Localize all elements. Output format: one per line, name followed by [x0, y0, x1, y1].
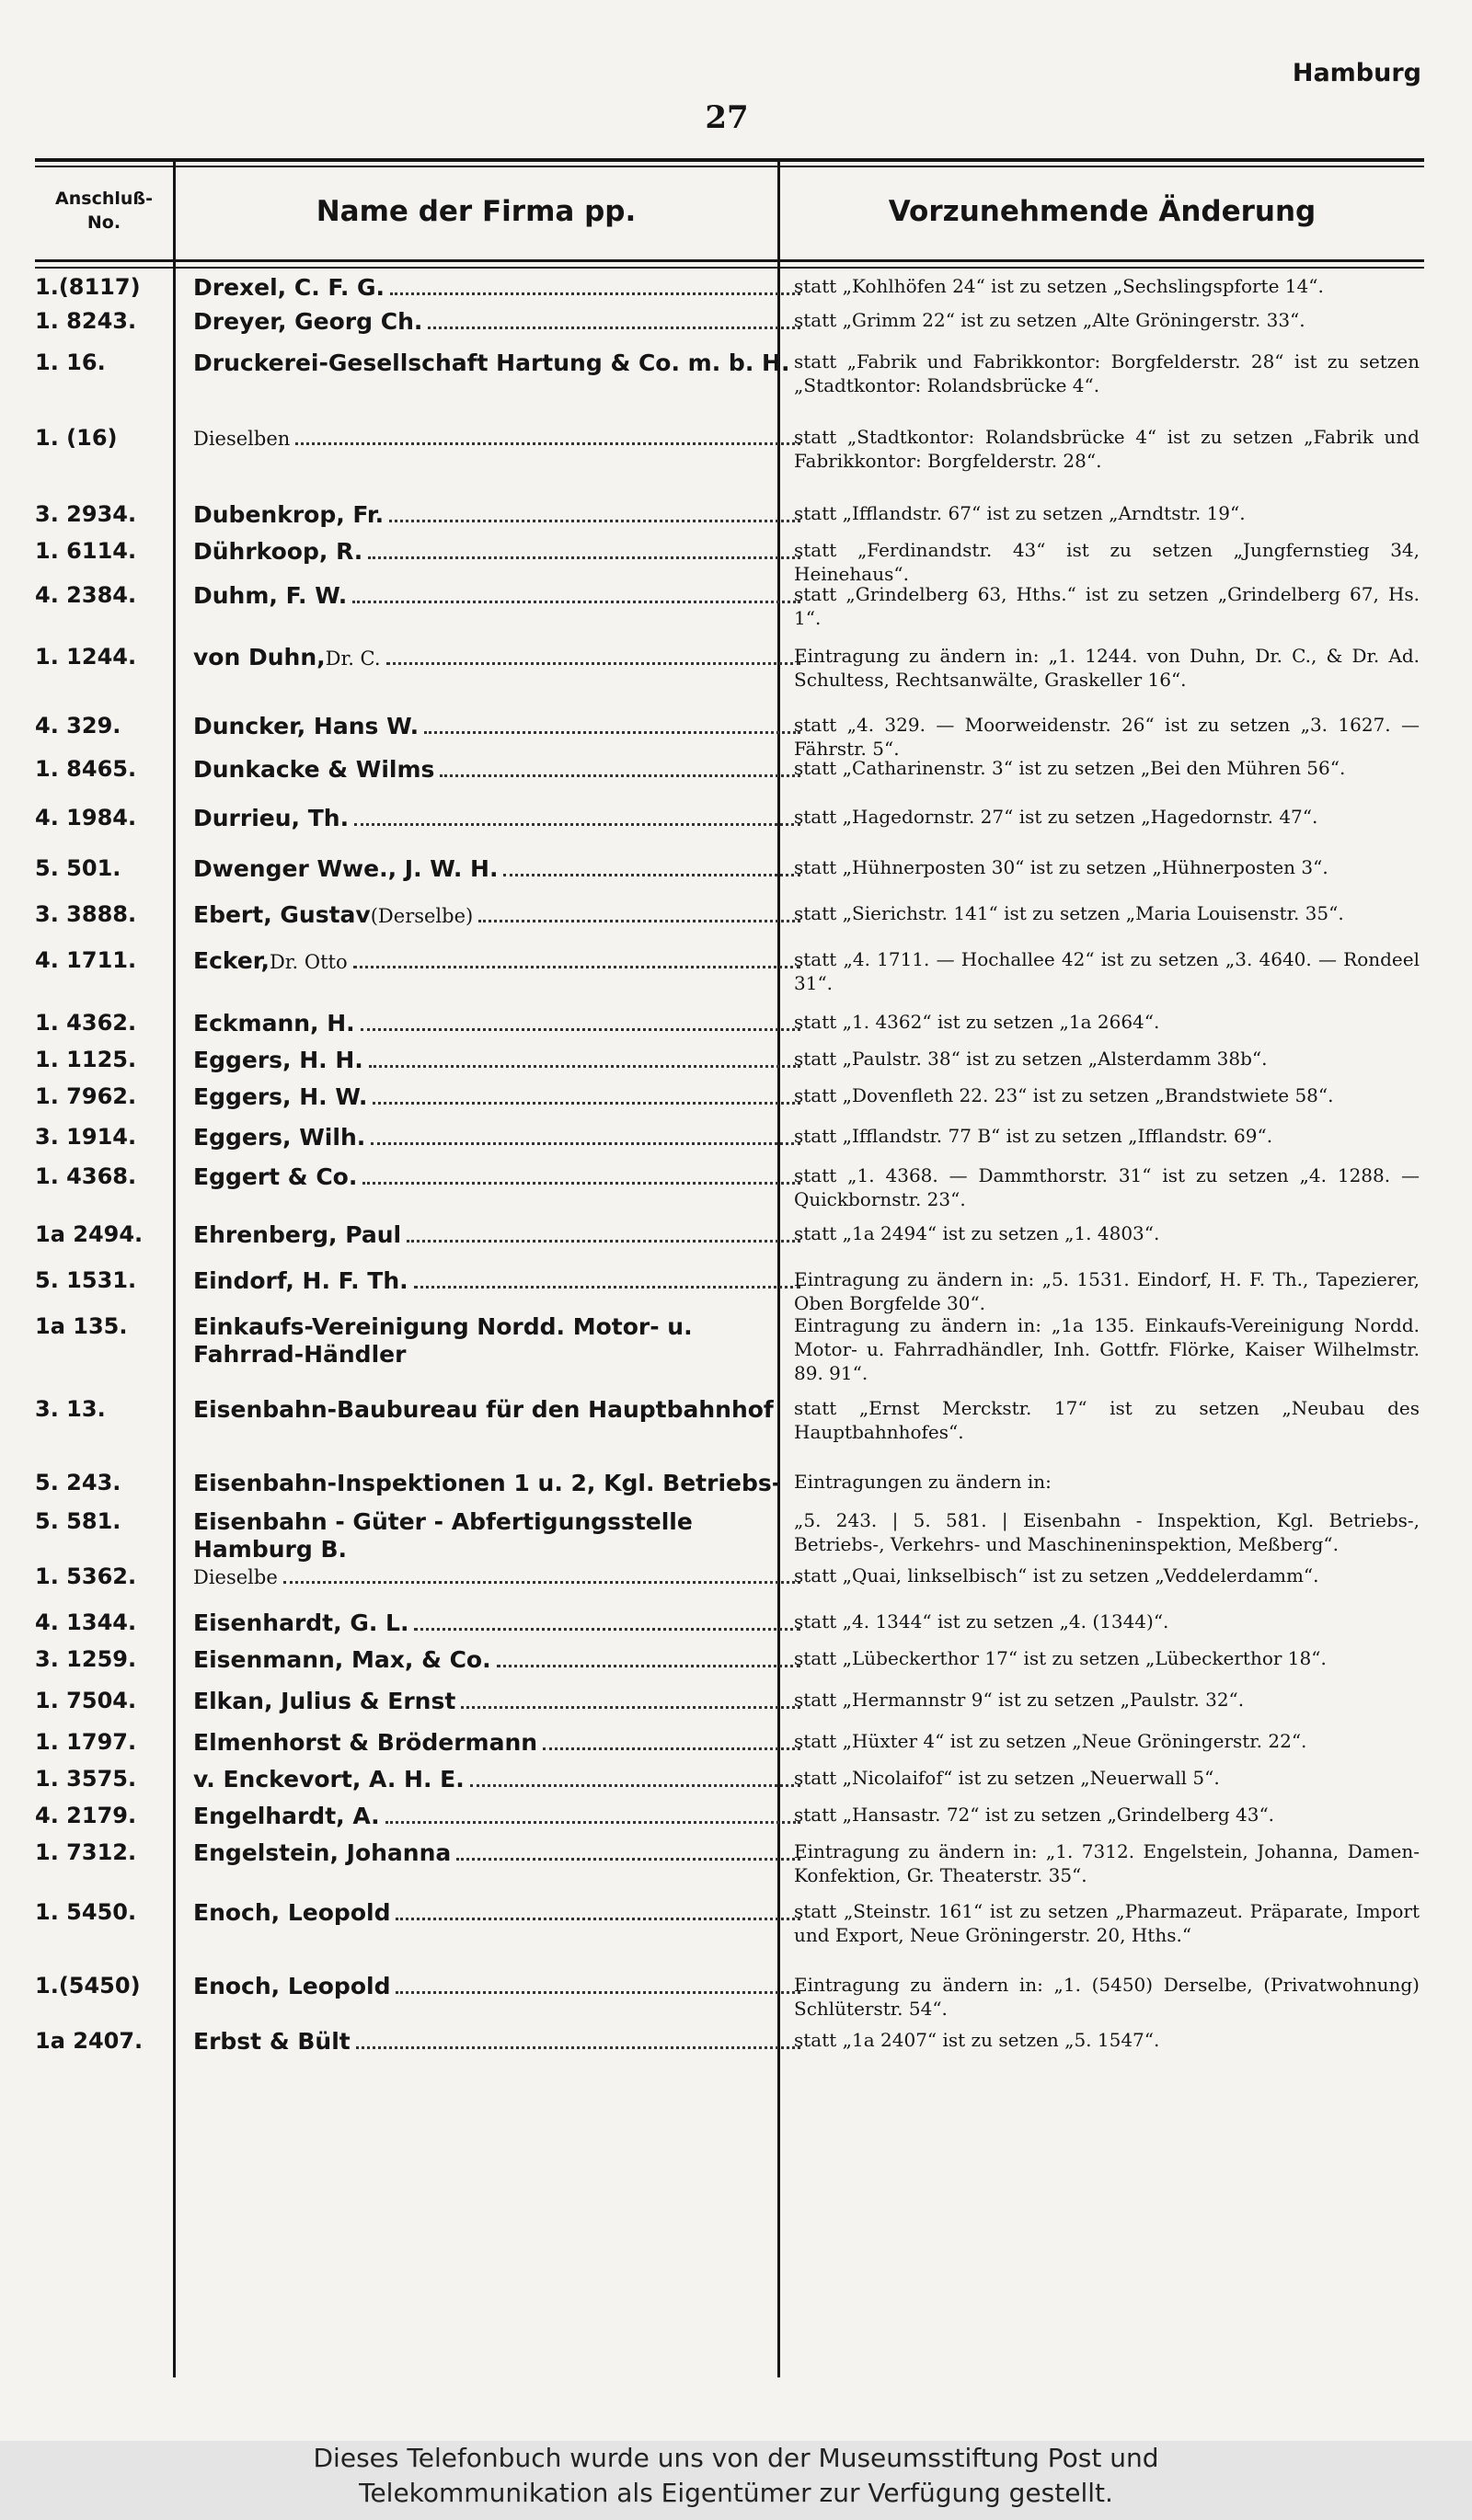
firm-name: von Duhn, [193, 644, 326, 670]
firm-name: v. Enckevort, A. H. E. [193, 1766, 465, 1793]
firm-name-cell [193, 1766, 800, 1793]
connection-number: 1. 8243. [35, 308, 137, 334]
change-text: statt „Steinstr. 161“ ist zu setzen „Pharmazeut. Präparate, Import und Export, Neue Gröningerstr. 20, Hths.“ [794, 1900, 1420, 1946]
change-text: statt „4. 329. — Moorweidenstr. 26“ ist zu setzen „3. 1627. — Fährstr. 5“. [794, 714, 1420, 760]
firm-name-cell [193, 538, 800, 566]
firm-name-cell [193, 1163, 800, 1191]
connection-number: 1. 7504. [35, 1688, 137, 1713]
firm-name-cell [193, 855, 800, 883]
connection-number: 4. 1344. [35, 1609, 137, 1635]
firm-name: Erbst & Bült [193, 2028, 351, 2055]
connection-number: 4. 1984. [35, 805, 137, 830]
header-rule-thin [35, 267, 1424, 269]
firm-name-cell [193, 274, 800, 302]
firm-name-cell [193, 1839, 800, 1867]
firm-name: Duhm, F. W. [193, 582, 348, 609]
leader-dots [470, 1784, 800, 1787]
change-text: statt „1. 4368. — Dammthorstr. 31“ ist zu setzen „4. 1288. — Quickbornstr. 23“. [794, 1164, 1420, 1210]
firm-name-cell [193, 2028, 800, 2056]
connection-number: 1. (16) [35, 425, 118, 451]
firm-name: Eggers, H. W. [193, 1083, 368, 1110]
firm-name: Elkan, Julius & Ernst [193, 1688, 456, 1714]
connection-number: 1. 4368. [35, 1163, 137, 1189]
connection-number: 4. 1711. [35, 947, 137, 973]
leader-dots [497, 1665, 800, 1667]
firm-name: Elmenhorst & Brödermann [193, 1729, 538, 1756]
leader-dots [478, 920, 800, 922]
connection-number: 1. 7962. [35, 1083, 137, 1109]
firm-name-cell [193, 713, 800, 740]
column-header-name: Name der Firma pp. [316, 195, 637, 228]
change-text: statt „Hermannstr 9“ ist zu setzen „Paulstr. 32“. [794, 1689, 1245, 1711]
connection-number: 1. 3575. [35, 1766, 137, 1792]
change-text: statt „Ferdinandstr. 43“ ist zu setzen „Jungfernstieg 34, Heinehaus“. [794, 539, 1420, 585]
leader-dots [414, 1628, 800, 1631]
leader-dots [424, 731, 800, 734]
firm-name-cell [193, 349, 800, 378]
leader-dots [385, 1821, 800, 1824]
firm-name: Eggers, Wilh. [193, 1124, 366, 1151]
leader-dots [362, 1182, 800, 1185]
firm-name-cell [193, 1267, 800, 1295]
change-text: statt „Hagedornstr. 27“ ist zu setzen „Hagedornstr. 47“. [794, 806, 1318, 828]
firm-name: Eckmann, H. [193, 1010, 355, 1037]
connection-number: 1. 7312. [35, 1839, 137, 1865]
connection-number: 3. 1914. [35, 1124, 137, 1150]
column-header-change: Vorzunehmende Änderung [888, 195, 1317, 228]
column-header-number-text: Anschluß- No. [55, 189, 153, 233]
change-text: statt „Dovenfleth 22. 23“ ist zu setzen „Brandstwiete 58“. [794, 1084, 1334, 1106]
change-text: statt „Paulstr. 38“ ist zu setzen „Alsterdamm 38b“. [794, 1048, 1268, 1070]
connection-number: 1. 1125. [35, 1047, 137, 1072]
leader-dots [396, 1918, 800, 1920]
firm-name: Eisenbahn - Güter - Abfertigungsstelle Hamburg B. [193, 1508, 693, 1563]
firm-name: Ebert, Gustav [193, 901, 371, 928]
firm-name-cell [193, 1010, 800, 1037]
firm-name-cell [193, 1688, 800, 1715]
change-text: statt „Hansastr. 72“ ist zu setzen „Grindelberg 43“. [794, 1804, 1275, 1826]
firm-name-cell [193, 1313, 800, 1369]
connection-number: 1. 8465. [35, 756, 137, 782]
firm-name: Dwenger Wwe., J. W. H. [193, 855, 499, 882]
firm-name: Druckerei-Gesellschaft Hartung & Co. m. b. H. [193, 349, 790, 376]
firm-name-suffix: (Derselbe) [370, 905, 474, 927]
firm-name-cell [193, 756, 800, 784]
leader-dots [361, 1028, 800, 1031]
change-text: statt „4. 1711. — Hochallee 42“ ist zu setzen „3. 4640. — Rondeel 31“. [794, 948, 1420, 994]
firm-name: Eisenbahn-Baubureau für den Hauptbahnhof [193, 1396, 774, 1423]
connection-number: 3. 3888. [35, 901, 137, 927]
footer-line-1: Dieses Telefonbuch wurde uns von der Museumsstiftung Post und [313, 2443, 1159, 2473]
footer [0, 2441, 1472, 2520]
change-text: „5. 243. | 5. 581. | Eisenbahn - Inspektion, Kgl. Betriebs-, Betriebs-, Verkehrs- und Maschineninspektion, Meßberg“. [794, 1509, 1420, 1555]
connection-number: 3. 2934. [35, 501, 137, 527]
firm-name: Eggers, H. H. [193, 1047, 363, 1073]
firm-name-suffix: Dr. C. [325, 647, 381, 670]
connection-number: 1. 4362. [35, 1010, 137, 1036]
connection-number: 5. 243. [35, 1470, 121, 1495]
change-text: statt „Lübeckerthor 17“ ist zu setzen „Lübeckerthor 18“. [794, 1647, 1327, 1669]
connection-number: 3. 1259. [35, 1646, 137, 1672]
change-text: statt „Grindelberg 63, Hths.“ ist zu setzen „Grindelberg 67, Hs. 1“. [794, 583, 1420, 629]
firm-name-cell [193, 1221, 800, 1249]
connection-number: 4. 2384. [35, 582, 137, 608]
firm-name-cell [193, 644, 800, 672]
leader-dots [371, 1142, 800, 1145]
firm-name-cell [193, 1047, 800, 1074]
firm-name: Enoch, Leopold [193, 1899, 391, 1926]
firm-name: Ecker, [193, 947, 270, 974]
column-divider-1 [173, 161, 176, 2377]
change-text: statt „Kohlhöfen 24“ ist zu setzen „Sechslingspforte 14“. [794, 275, 1324, 297]
page-number: 27 [705, 99, 749, 136]
connection-number: 5. 581. [35, 1508, 121, 1534]
change-text: statt „Nicolaifof“ ist zu setzen „Neuerwall 5“. [794, 1767, 1220, 1789]
change-text: statt „Hühnerposten 30“ ist zu setzen „Hühnerposten 3“. [794, 856, 1328, 878]
firm-name-cell [193, 1899, 800, 1927]
leader-dots [389, 520, 800, 522]
leader-dots [369, 1065, 800, 1068]
footer-line-2: Telekommunikation als Eigentümer zur Verfügung gestellt. [359, 2478, 1113, 2508]
leader-dots [440, 774, 800, 777]
change-text: Eintragung zu ändern in: „1. (5450) Derselbe, (Privatwohnung) Schlüterstr. 54“. [794, 1974, 1420, 2020]
connection-number: 1. 6114. [35, 538, 137, 564]
leader-dots [352, 601, 800, 603]
connection-number: 1. 5362. [35, 1564, 137, 1589]
connection-number: 1a 2407. [35, 2028, 144, 2054]
connection-number: 1a 2494. [35, 1221, 144, 1247]
firm-name-cell [193, 1609, 800, 1637]
firm-name-suffix: Dieselben [193, 428, 291, 450]
firm-name: Dubenkrop, Fr. [193, 501, 385, 528]
firm-name-cell [193, 947, 800, 976]
leader-dots [283, 1581, 800, 1584]
change-text: Eintragungen zu ändern in: [794, 1471, 1052, 1493]
connection-number: 4. 329. [35, 713, 121, 739]
connection-number: 5. 1531. [35, 1267, 137, 1293]
leader-dots [503, 874, 800, 876]
firm-name-cell [193, 1973, 800, 2000]
leader-dots [543, 1747, 800, 1750]
firm-name-cell [193, 1508, 800, 1564]
connection-number: 1.(8117) [35, 274, 141, 300]
leader-dots [356, 2046, 800, 2049]
firm-name: Eindorf, H. F. Th. [193, 1267, 408, 1294]
firm-name: Eisenbahn-Inspektionen 1 u. 2, Kgl. Betriebs- [193, 1470, 782, 1496]
change-text: statt „Ifflandstr. 67“ ist zu setzen „Arndtstr. 19“. [794, 502, 1246, 524]
leader-dots [407, 1240, 800, 1243]
change-text: Eintragung zu ändern in: „1. 7312. Engelstein, Johanna, Damen-Konfektion, Gr. Theaterstr. 35“. [794, 1840, 1420, 1886]
change-text: statt „Ernst Merckstr. 17“ ist zu setzen „Neubau des Hauptbahnhofes“. [794, 1397, 1420, 1443]
leader-dots [354, 823, 800, 826]
leader-dots [368, 556, 800, 559]
firm-name-cell [193, 1083, 800, 1111]
firm-name: Enoch, Leopold [193, 1973, 391, 1999]
firm-name: Engelhardt, A. [193, 1803, 380, 1829]
leader-dots [461, 1706, 800, 1709]
change-text: statt „4. 1344“ ist zu setzen „4. (1344)“. [794, 1610, 1169, 1632]
firm-name: Dunkacke & Wilms [193, 756, 435, 783]
city-heading: Hamburg [1292, 59, 1421, 87]
firm-name: Eggert & Co. [193, 1163, 358, 1190]
top-rule-thin [35, 166, 1424, 167]
connection-number: 1a 135. [35, 1313, 128, 1339]
change-text: Eintragung zu ändern in: „1. 1244. von Duhn, Dr. C., & Dr. Ad. Schultess, Rechtsanwälte, Graskeller 16“. [794, 645, 1420, 691]
firm-name-cell [193, 501, 800, 529]
firm-name: Dreyer, Georg Ch. [193, 308, 423, 335]
firm-name-cell [193, 805, 800, 832]
change-text: statt „Stadtkontor: Rolandsbrücke 4“ ist zu setzen „Fabrik und Fabrikkontor: Borgfelderstr. 28“. [794, 426, 1420, 472]
firm-name-cell [193, 425, 800, 452]
firm-name-cell [193, 1803, 800, 1830]
connection-number: 4. 2179. [35, 1803, 137, 1828]
firm-name-cell [193, 582, 800, 610]
leader-dots [386, 662, 800, 665]
change-text: statt „Grimm 22“ ist zu setzen „Alte Gröningerstr. 33“. [794, 309, 1305, 331]
column-header-number [35, 170, 173, 253]
firm-name-cell [193, 1470, 800, 1498]
firm-name-suffix: Dr. Otto [269, 951, 348, 973]
change-text: Eintragung zu ändern in: „1a 135. Einkaufs-Vereinigung Nordd. Motor- u. Fahrradhändler, Inh. Gottfr. Flörke, Kaiser Wilhelmstr. 89. 91“. [794, 1314, 1420, 1384]
firm-name: Duncker, Hans W. [193, 713, 420, 739]
firm-name: Engelstein, Johanna [193, 1839, 452, 1866]
leader-dots [295, 442, 800, 445]
connection-number: 1. 16. [35, 349, 106, 375]
leader-dots [428, 326, 800, 329]
change-text: statt „1a 2494“ ist zu setzen „1. 4803“. [794, 1222, 1160, 1244]
firm-name: Dührkoop, R. [193, 538, 363, 565]
firm-name: Durrieu, Th. [193, 805, 350, 831]
firm-name: Einkaufs-Vereinigung Nordd. Motor- u. Fahrrad-Händler [193, 1313, 693, 1368]
firm-name-cell [193, 901, 800, 930]
leader-dots [396, 1991, 800, 1994]
firm-name: Drexel, C. F. G. [193, 274, 385, 301]
connection-number: 1. 5450. [35, 1899, 137, 1925]
firm-name-cell [193, 1564, 800, 1591]
firm-name-cell [193, 1729, 800, 1757]
firm-name: Ehrenberg, Paul [193, 1221, 402, 1248]
firm-name-cell [193, 1124, 800, 1151]
connection-number: 3. 13. [35, 1396, 106, 1422]
change-text: statt „Hüxter 4“ ist zu setzen „Neue Gröningerstr. 22“. [794, 1730, 1307, 1752]
change-text: statt „Sierichstr. 141“ ist zu setzen „Maria Louisenstr. 35“. [794, 902, 1344, 924]
firm-name: Eisenmann, Max, & Co. [193, 1646, 491, 1673]
header-rule [35, 259, 1424, 262]
change-text: statt „Fabrik und Fabrikkontor: Borgfelderstr. 28“ ist zu setzen „Stadtkontor: Rolandsbrücke 4“. [794, 350, 1420, 396]
leader-dots [353, 966, 800, 968]
leader-dots [456, 1858, 800, 1861]
change-text: statt „1. 4362“ ist zu setzen „1a 2664“. [794, 1011, 1160, 1033]
change-text: statt „1a 2407“ ist zu setzen „5. 1547“. [794, 2029, 1160, 2051]
firm-name-cell [193, 1646, 800, 1674]
connection-number: 1. 1797. [35, 1729, 137, 1755]
leader-dots [390, 292, 800, 295]
firm-name: Eisenhardt, G. L. [193, 1609, 409, 1636]
top-rule [35, 158, 1424, 162]
leader-dots [414, 1286, 800, 1289]
connection-number: 5. 501. [35, 855, 121, 881]
change-text: statt „Quai, linkselbisch“ ist zu setzen „Veddelerdamm“. [794, 1564, 1319, 1586]
leader-dots [373, 1102, 800, 1105]
connection-number: 1. 1244. [35, 644, 137, 670]
firm-name-cell [193, 1396, 800, 1425]
connection-number: 1.(5450) [35, 1973, 141, 1999]
firm-name-cell [193, 308, 800, 336]
change-text: Eintragung zu ändern in: „5. 1531. Eindorf, H. F. Th., Tapezierer, Oben Borgfelde 30“. [794, 1268, 1420, 1314]
firm-name-suffix: Dieselbe [193, 1566, 278, 1588]
change-text: statt „Ifflandstr. 77 B“ ist zu setzen „Ifflandstr. 69“. [794, 1125, 1273, 1147]
change-text: statt „Catharinenstr. 3“ ist zu setzen „Bei den Mühren 56“. [794, 757, 1346, 779]
